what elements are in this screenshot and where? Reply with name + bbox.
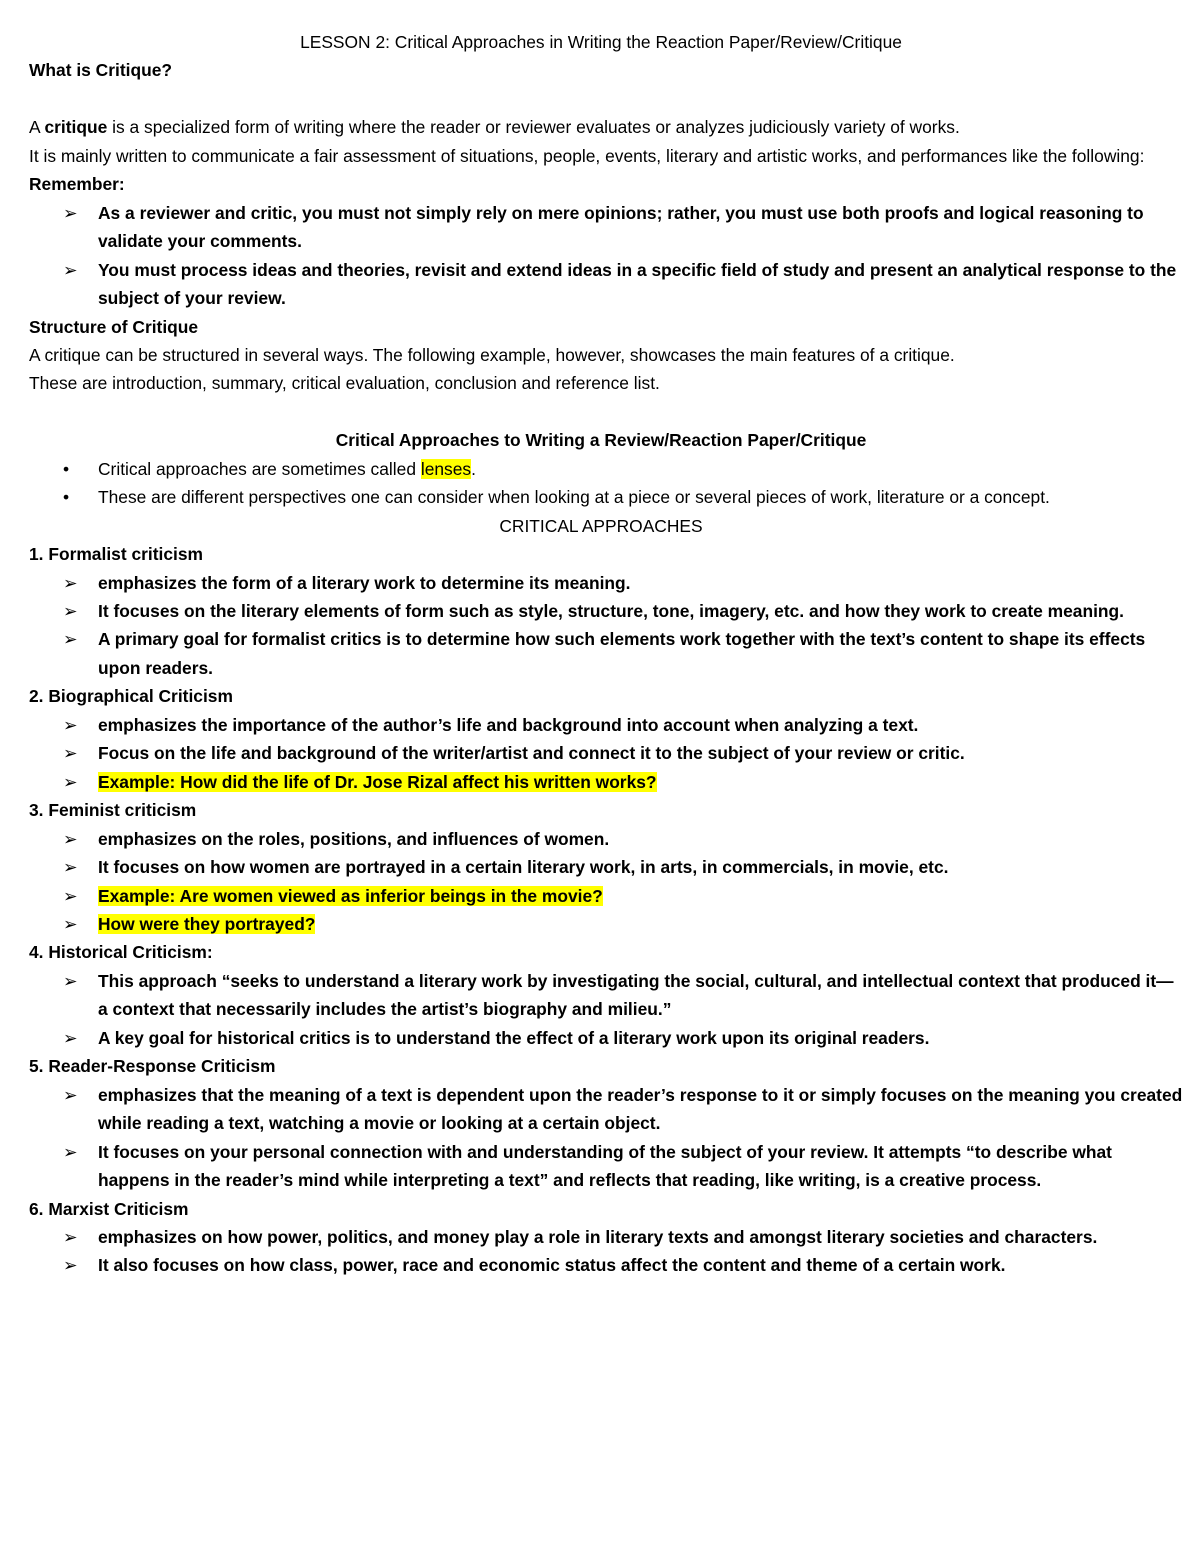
arrow-bullet-icon: ➢ xyxy=(63,1255,78,1276)
critical-approaches-heading: CRITICAL APPROACHES xyxy=(499,515,703,536)
feminist-item xyxy=(29,825,1183,853)
lesson-title: LESSON 2: Critical Approaches in Writing the Reaction Paper/Review/Critique xyxy=(300,32,902,52)
remember-item-text: You must process ideas and theories, revisit and extend ideas in a specific field of study and present an analytical response to the subject of your review. xyxy=(98,259,1177,309)
arrow-bullet-icon: ➢ xyxy=(63,1141,78,1162)
document-page xyxy=(29,28,1183,1280)
arrow-bullet-icon: ➢ xyxy=(63,1027,78,1048)
historical-item xyxy=(29,967,1183,1024)
approaches-bullet-text: Critical approaches are sometimes called xyxy=(98,458,421,479)
blank-line xyxy=(29,85,1179,113)
formalist-item xyxy=(29,625,1183,682)
arrow-bullet-icon: ➢ xyxy=(63,885,78,906)
section-title-feminist: 3. Feminist criticism xyxy=(29,800,197,821)
feminist-item-text: It focuses on how women are portrayed in a certain literary work, in arts, in commercials, in movie, etc. xyxy=(98,857,949,878)
feminist-item-text: emphasizes on the roles, positions, and influences of women. xyxy=(98,828,610,849)
marxist-item xyxy=(29,1223,1183,1251)
historical-item-text: A key goal for historical critics is to understand the effect of a literary work upon its original readers. xyxy=(98,1027,930,1048)
arrow-bullet-icon: ➢ xyxy=(63,259,78,280)
arrow-bullet-icon: ➢ xyxy=(63,914,78,935)
biographical-example xyxy=(29,768,1183,796)
section-title-historical: 4. Historical Criticism: xyxy=(29,942,213,963)
arrow-bullet-icon: ➢ xyxy=(63,743,78,764)
dot-bullet-icon: • xyxy=(63,458,70,479)
section-title-biographical: 2. Biographical Criticism xyxy=(29,686,233,707)
intro-text: is a specialized form of writing where the reader or reviewer evaluates or analyzes judiciously variety of works. xyxy=(107,117,960,138)
feminist-example xyxy=(29,882,1183,910)
marxist-item-text: emphasizes on how power, politics, and money play a role in literary texts and amongst literary societies and characters. xyxy=(98,1227,1098,1247)
remember-item-text: As a reviewer and critic, you must not simply rely on mere opinions; rather, you must use both proofs and logical reasoning to validate your comments. xyxy=(98,202,1144,252)
structure-line-1: A critique can be structured in several ways. The following example, however, showcases the main features of a critique. xyxy=(29,344,955,365)
approaches-bullet xyxy=(29,483,1183,511)
arrow-bullet-icon: ➢ xyxy=(63,572,78,593)
feminist-example-highlight: How were they portrayed? xyxy=(98,914,316,935)
biographical-example-highlight: Example: How did the life of Dr. Jose Rizal affect his written works? xyxy=(98,771,657,792)
formalist-item-text: It focuses on the literary elements of form such as style, structure, tone, imagery, etc. and how they work to create meaning. xyxy=(98,601,1125,622)
structure-heading: Structure of Critique xyxy=(29,316,199,337)
feminist-item xyxy=(29,853,1183,881)
dot-bullet-icon: • xyxy=(63,487,70,508)
what-is-critique-heading: What is Critique? xyxy=(29,60,172,81)
intro-paragraph-line-1 xyxy=(29,113,1179,141)
historical-item xyxy=(29,1024,1183,1052)
historical-item-text: This approach “seeks to understand a literary work by investigating the social, cultural, and intellectual context that produced it—a context that necessarily includes the artist’s biography and milieu.” xyxy=(98,970,1174,1020)
section-title-reader-response: 5. Reader-Response Criticism xyxy=(29,1056,276,1077)
formalist-item xyxy=(29,597,1183,625)
intro-paragraph-line-2: It is mainly written to communicate a fair assessment of situations, people, events, literary and artistic works, and performances like the following: xyxy=(29,145,1145,166)
reader-response-item-text: It focuses on your personal connection with and understanding of the subject of your review. It attempts “to describe what happens in the reader’s mind while interpreting a text” and reflects that reading, like writing, is a creative process. xyxy=(98,1141,1112,1191)
remember-heading: Remember: xyxy=(29,174,125,195)
approaches-bullet-text: . xyxy=(471,458,476,479)
arrow-bullet-icon: ➢ xyxy=(63,202,78,223)
arrow-bullet-icon: ➢ xyxy=(63,970,78,991)
remember-item xyxy=(29,256,1183,313)
biographical-item xyxy=(29,739,1183,767)
biographical-item-text: emphasizes the importance of the author’s life and background into account when analyzing a text. xyxy=(98,714,919,735)
intro-text: A xyxy=(29,117,45,138)
critique-term: critique xyxy=(44,117,108,138)
arrow-bullet-icon: ➢ xyxy=(63,601,78,622)
marxist-item-text: It also focuses on how class, power, race and economic status affect the content and theme of a certain work. xyxy=(98,1255,1006,1276)
reader-response-item xyxy=(29,1081,1183,1138)
arrow-bullet-icon: ➢ xyxy=(63,714,78,735)
arrow-bullet-icon: ➢ xyxy=(63,629,78,650)
approaches-bullet-text: These are different perspectives one can consider when looking at a piece or several pieces of work, literature or a concept. xyxy=(98,487,1050,508)
arrow-bullet-icon: ➢ xyxy=(63,1084,78,1105)
section-title-formalist: 1. Formalist criticism xyxy=(29,544,203,565)
blank-line xyxy=(29,398,1179,426)
section-title-marxist: 6. Marxist Criticism xyxy=(29,1198,189,1219)
reader-response-item xyxy=(29,1138,1183,1195)
remember-item xyxy=(29,199,1183,256)
reader-response-item-text: emphasizes that the meaning of a text is dependent upon the reader’s response to it or simply focuses on the meaning you created while reading a text, watching a movie or looking at a certain object. xyxy=(98,1084,1183,1134)
structure-line-2: These are introduction, summary, critical evaluation, conclusion and reference list. xyxy=(29,373,660,394)
formalist-item xyxy=(29,569,1183,597)
feminist-example xyxy=(29,910,1183,938)
feminist-example-highlight: Example: Are women viewed as inferior beings in the movie? xyxy=(98,885,603,906)
biographical-item xyxy=(29,711,1183,739)
arrow-bullet-icon: ➢ xyxy=(63,771,78,792)
marxist-item xyxy=(29,1251,1183,1279)
formalist-item-text: emphasizes the form of a literary work to determine its meaning. xyxy=(98,572,631,593)
formalist-item-text: A primary goal for formalist critics is to determine how such elements work together with the text’s content to shape its effects upon readers. xyxy=(98,629,1146,678)
arrow-bullet-icon: ➢ xyxy=(63,857,78,878)
lenses-highlight: lenses xyxy=(420,458,472,479)
arrow-bullet-icon: ➢ xyxy=(63,1227,78,1247)
arrow-bullet-icon: ➢ xyxy=(63,828,78,849)
approaches-bullet xyxy=(29,455,1183,483)
approaches-intro-heading: Critical Approaches to Writing a Review/Reaction Paper/Critique xyxy=(335,430,867,451)
biographical-item-text: Focus on the life and background of the writer/artist and connect it to the subject of your review or critic. xyxy=(98,743,965,764)
